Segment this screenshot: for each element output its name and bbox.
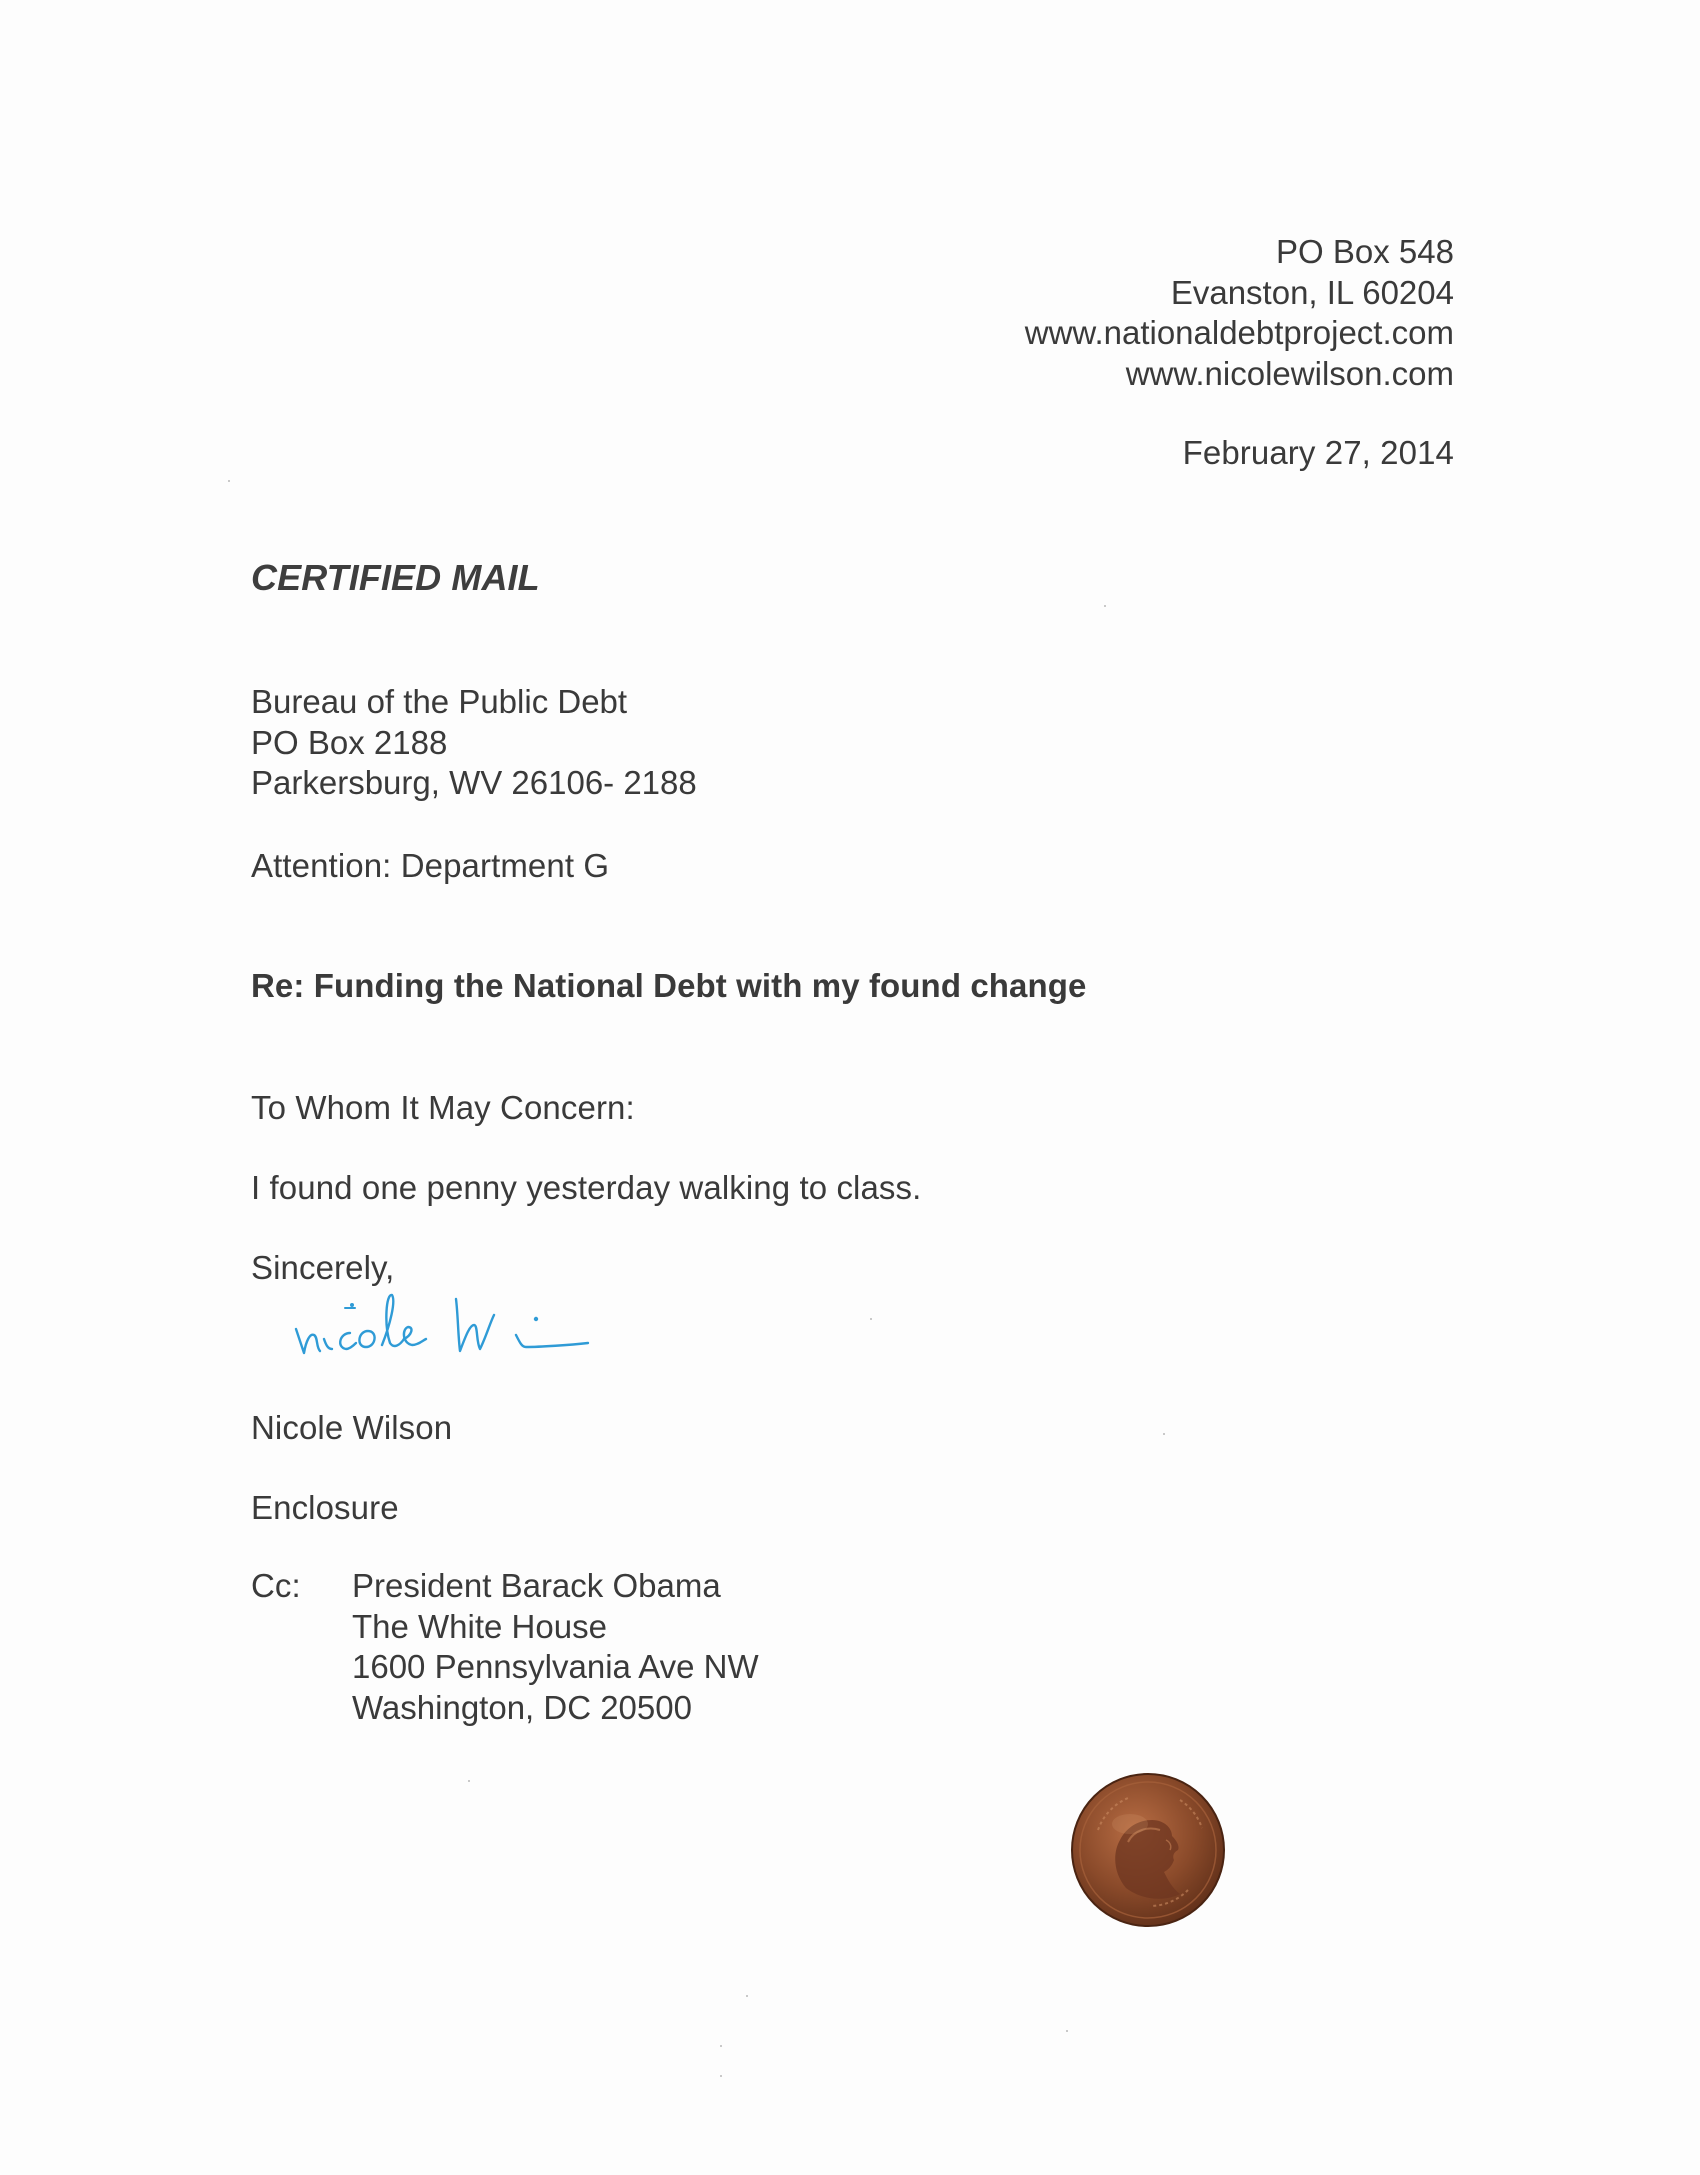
scan-speck: [1066, 2030, 1068, 2032]
cc-address: [352, 1566, 759, 1728]
sender-address: [1025, 232, 1454, 394]
scan-speck: [870, 1318, 872, 1320]
recipient-address-line: Parkersburg, WV 26106- 2188: [251, 764, 697, 801]
sender-address-line: PO Box 548: [1276, 233, 1454, 270]
enclosure-note: Enclosure: [251, 1489, 399, 1526]
cc-address-line: The White House: [352, 1607, 607, 1645]
salutation: To Whom It May Concern:: [251, 1089, 635, 1126]
handwritten-signature: [290, 1285, 600, 1365]
scan-speck: [1163, 1433, 1165, 1435]
cc-address-line: President Barack Obama: [352, 1567, 721, 1604]
scan-speck: [720, 2075, 722, 2077]
scan-speck: [746, 1995, 748, 1997]
cc-address-line: 1600 Pennsylvania Ave NW: [352, 1648, 759, 1685]
subject-line: Re: Funding the National Debt with my found change: [251, 967, 1087, 1004]
recipient-address-line: Bureau of the Public Debt: [251, 683, 628, 720]
attention-line: Attention: Department G: [251, 847, 610, 884]
recipient-address: [251, 682, 697, 804]
sender-website-line: www.nicolewilson.com: [1125, 354, 1454, 392]
penny-coin-icon: [1068, 1770, 1228, 1930]
scan-speck: [468, 1780, 470, 1782]
closing: Sincerely,: [251, 1249, 395, 1286]
scan-speck: [1104, 605, 1106, 607]
recipient-address-line: PO Box 2188: [251, 723, 448, 761]
sender-website-line: www.nationaldebtproject.com: [1024, 314, 1454, 351]
letter-body: I found one penny yesterday walking to class.: [251, 1169, 922, 1206]
cc-label: Cc:: [251, 1567, 301, 1604]
scan-speck: [228, 480, 230, 482]
scan-speck: [720, 2045, 722, 2047]
signer-name: Nicole Wilson: [251, 1409, 453, 1446]
sender-address-line: Evanston, IL 60204: [1170, 273, 1454, 311]
certified-mail-label: CERTIFIED MAIL: [251, 557, 540, 598]
cc-address-line: Washington, DC 20500: [352, 1688, 692, 1726]
letter-date: February 27, 2014: [1182, 434, 1454, 471]
